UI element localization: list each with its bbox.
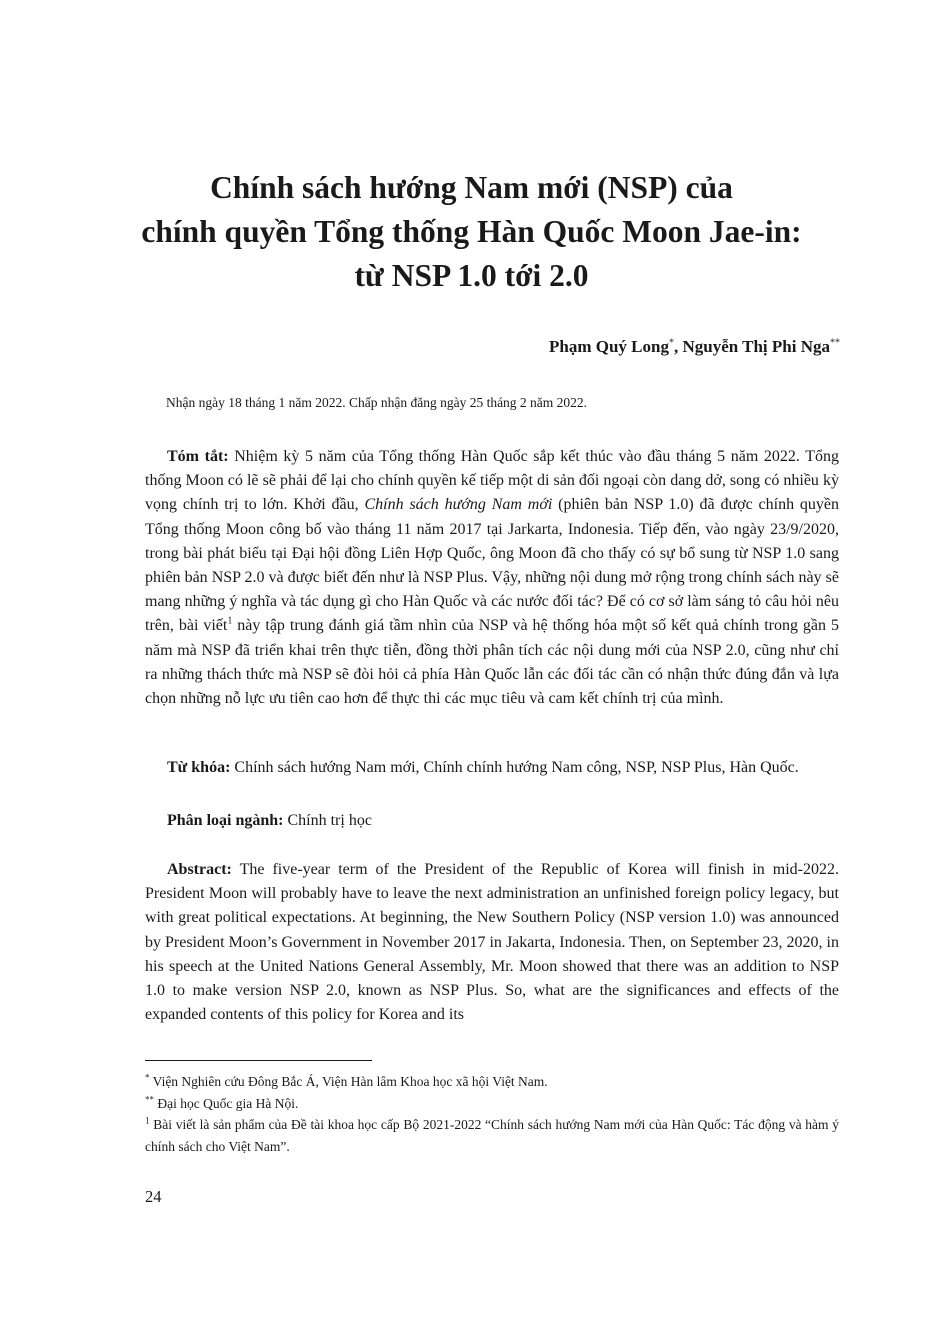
- keywords: [145, 756, 839, 780]
- footnote-text: Viện Nghiên cứu Đông Bắc Á, Viện Hàn lâm Khoa học xã hội Việt Nam.: [149, 1074, 548, 1089]
- page-number: 24: [145, 1187, 162, 1206]
- keywords-text: Chính sách hướng Nam mới, Chính chính hướng Nam công, NSP, NSP Plus, Hàn Quốc.: [230, 759, 799, 776]
- abstract-en-text: The five-year term of the President of the Republic of Korea will finish in mid-2022. President Moon will probably have to leave the next administration an unfinished foreign policy legacy, but with great political expectations. At beginning, the New Southern Policy (NSP version 1.0) was announced by President Moon’s Government in November 2017 in Jakarta, Indonesia. Then, on September 23, 2020, in his speech at the United Nations General Assembly, Mr. Moon showed that there was an addition to NSP 1.0 to make version NSP 2.0, known as NSP Plus. So, what are the significances and effects of the expanded contents of this policy for Korea and its: [145, 861, 839, 1024]
- keywords-label: Từ khóa:: [167, 759, 231, 776]
- field-label: Phân loại ngành:: [167, 812, 284, 829]
- abstract-vi-label: Tóm tắt:: [167, 448, 229, 465]
- footnotes: [145, 1071, 839, 1157]
- author-2-footnote-mark: **: [830, 337, 840, 349]
- field-classification: [145, 809, 839, 833]
- footnote: [145, 1071, 839, 1093]
- author-separator: ,: [673, 337, 683, 356]
- received-dates: Nhận ngày 18 tháng 1 năm 2022. Chấp nhận đăng ngày 25 tháng 2 năm 2022.: [166, 395, 588, 410]
- footnote-ref-1: 1: [227, 616, 233, 628]
- author-name-1: Phạm Quý Long: [548, 337, 669, 356]
- english-abstract: [145, 858, 839, 1027]
- footnote-text: Đại học Quốc gia Hà Nội.: [154, 1095, 299, 1111]
- abstract-vi-text-1: Nhiệm kỳ 5 năm của Tổng thống Hàn Quốc sắp kết thúc vào đầu tháng 5 năm 2022. Tổng thống Moon có lẽ sẽ phải để lại cho chính quyền kế tiếp một di sản đối ngoại còn dang dở, song có nhiều kỳ vọng chính trị to lớn. Khởi đầu,: [145, 448, 840, 514]
- footnote: [145, 1093, 839, 1115]
- title-line-1: Chính sách hướng Nam mới (NSP) của: [210, 170, 733, 205]
- title-line-2: chính quyền Tổng thống Hàn Quốc Moon Jae-in:: [141, 214, 802, 249]
- article-title: [100, 166, 843, 298]
- footnote-divider: [145, 1060, 372, 1061]
- footnote-mark: **: [145, 1094, 154, 1104]
- author-name-2: Nguyễn Thị Phi Nga: [682, 337, 830, 356]
- author-line: [549, 337, 840, 357]
- footnote-mark: 1: [145, 1115, 150, 1126]
- field-text: Chính trị học: [283, 812, 372, 829]
- footnote-text: Bài viết là sản phẩm của Đề tài khoa học cấp Bộ 2021-2022 “Chính sách hướng Nam mới của Hàn Quốc: Tác động và hàm ý chính sách cho Việt Nam”.: [145, 1117, 839, 1154]
- abstract-vi-italic-policy-name: Chính sách hướng Nam mới: [364, 496, 553, 514]
- footnote: [145, 1114, 839, 1157]
- title-line-3: từ NSP 1.0 tới 2.0: [354, 258, 589, 293]
- abstract-vi-text-3: này tập trung đánh giá tầm nhìn của NSP và hệ thống hóa một số kết quả chính trong gần 5 năm mà NSP đã triển khai trên thực tiễn, đồng thời phân tích các nội dung mới của NSP 2.0, cũng như chỉ ra những thách thức mà NSP sẽ đòi hỏi cả phía Hàn Quốc lẫn các đối tác cần có nhận thức đúng đắn và lựa chọn những nỗ lực ưu tiên cao hơn để thực thi các mục tiêu và cam kết chính trị của mình.: [145, 617, 839, 708]
- footnote-mark: *: [145, 1072, 150, 1083]
- abstract-vi-text-2: (phiên bản NSP 1.0) đã được chính quyền Tổng thống Moon công bố vào tháng 11 năm 2017 tại Jarkarta, Indonesia. Tiếp đến, vào ngày 23/9/2020, trong bài phát biểu tại Đại hội đồng Liên Hợp Quốc, ông Moon đã cho thấy có sự bổ sung từ NSP 1.0 sang phiên bản NSP 2.0 và được biết đến như là NSP Plus. Vậy, những nội dung mở rộng trong chính sách này sẽ mang những ý nghĩa và tác dụng gì cho Hàn Quốc và các nước đối tác? Để có cơ sở làm sáng tỏ câu hỏi nêu trên, bài viết: [145, 496, 840, 635]
- author-1-footnote-mark: *: [668, 337, 674, 349]
- abstract-en-label: Abstract:: [167, 861, 232, 878]
- vietnamese-abstract: [145, 445, 839, 711]
